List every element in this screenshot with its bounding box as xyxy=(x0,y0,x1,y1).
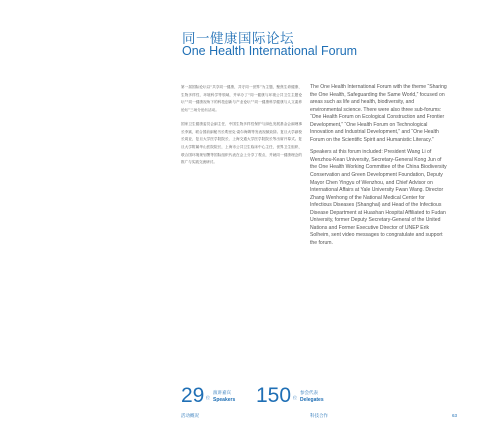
stat-speakers-number: 29 xyxy=(181,384,205,407)
stat-delegates xyxy=(256,384,326,408)
page-number: 63 xyxy=(452,413,458,418)
stat-delegates-unit: 位 xyxy=(293,395,297,400)
paragraph-zh-2: 国家卫生健康委员会副主任、中国生物多样性保护与绿色发展基金会副理事长李斌，联合国前副秘书长埃里克·索尔海姆等发表视频致辞。复旦大学副校长周亚，复旦大学医学院院长、上海交通大学医学院院长等出席开幕式。复旦大学附属华山医院院长，上海市公共卫生临床中心主任，世界卫生组织、联合国环境规划署等国际组织代表在会上分享了观点，并就同一健康理念的推广与实践交流研讨。 xyxy=(181,121,302,165)
paragraph-en-2: Speakers at this forum included: President Wang Li of Wenzhou-Kean University, Secretary-General Kong Jun of the One Health Working Committee of the China Biodiversity Conservation and Green Development Foundation, Deputy Mayor Chen Yingyu of Wenzhou, and Chief Advisor on International Affairs at Yale University Fwan Wang. Director Zhang Wenhong of the National Medical Center for Infectious Diseases (Shanghai) and Head of the Infectious Disease Department at Huashan Hospital Affiliated to Fudan University, former Deputy Secretary-General of the United Nations and Former Executive Director of UNEP Erik Solheim, sent video messages to congratulate and support the forum. xyxy=(310,149,447,246)
section-title-en: One Health International Forum xyxy=(182,44,358,58)
stat-delegates-label-zh: 参会代表 xyxy=(300,391,318,396)
stat-speakers-unit: 位 xyxy=(206,395,210,400)
footer-section-left: 活动概况 xyxy=(181,414,199,419)
stat-delegates-label-en: Delegates xyxy=(300,397,324,403)
section-title-zh: 同一健康国际论坛 xyxy=(182,31,294,47)
paragraph-zh-1: 第一届国际论坛以“共享同一健康，共守同一世界”为主题，聚焦生命健康、生物多样性、环境科学等领域，并举办了“同一健康与环境公共卫生主题论坛”“同一健康视角下的科技创新与产业论坛”“同一健康科学健康与人文素养论坛”三场分论坛活动。 xyxy=(181,85,302,113)
stat-speakers-label-en: Speakers xyxy=(213,397,236,403)
stat-speakers xyxy=(181,384,241,408)
english-text-column xyxy=(310,84,447,252)
stat-delegates-number: 150 xyxy=(256,384,292,407)
stat-speakers-label-zh: 演讲嘉宾 xyxy=(213,391,231,396)
paragraph-en-1: The One Health International Forum with the theme “Sharing the One Health, Safeguarding the Same World,” focused on areas such as life and health, biodiversity, and environmental science. There were also three sub-forums: “One Health Forum on Ecological Construction and Frontier Development,” “One Health Forum on Technological Innovation and Industrial Development,” and “One Health Forum on the Scientific Spirit and Humanistic Literacy.” xyxy=(310,84,447,143)
footer-section-middle: 科技合作 xyxy=(310,414,328,419)
chinese-text-column xyxy=(181,84,302,173)
